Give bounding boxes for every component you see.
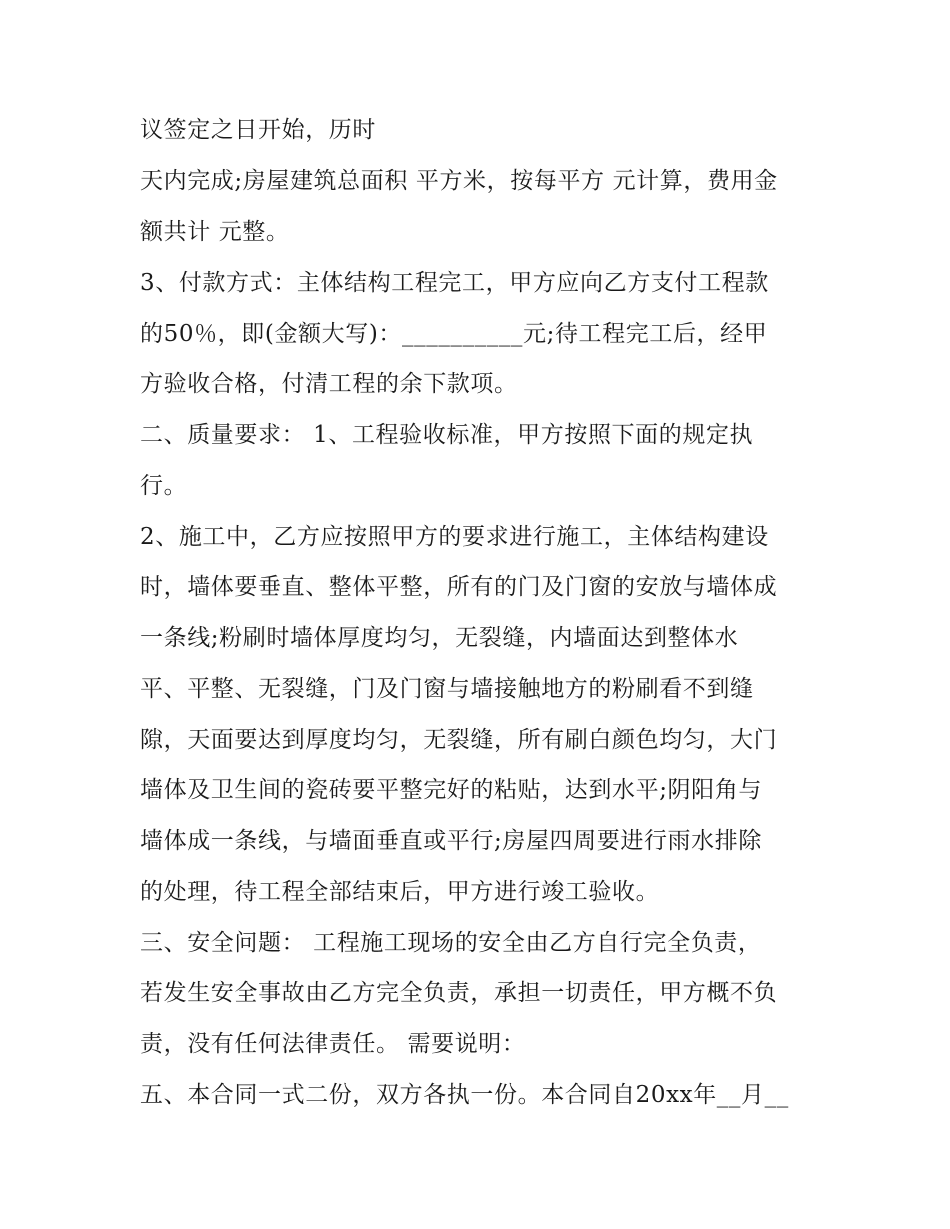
text-line: 三、安全问题： 工程施工现场的安全由乙方自行完全负责， — [140, 930, 762, 956]
text-line: 墙体及卫生间的瓷砖要平整完好的粘贴，达到水平;阴阳角与 — [140, 777, 762, 803]
text-line: 若发生安全事故由乙方完全负责，承担一切责任，甲方概不负 — [140, 980, 778, 1006]
text-line: 责，没有任何法律责任。 需要说明： — [140, 1031, 526, 1057]
text-line: 隙，天面要达到厚度均匀，无裂缝，所有刷白颜色均匀，大门 — [140, 727, 778, 753]
text-line: 3、付款方式：主体结构工程完工，甲方应向乙方支付工程款 — [140, 270, 769, 296]
text-line: 行。 — [140, 473, 188, 499]
text-line: 的处理，待工程全部结束后，甲方进行竣工验收。 — [140, 879, 660, 905]
text-line: 平、平整、无裂缝，门及门窗与墙接触地方的粉刷看不到缝 — [140, 676, 754, 702]
text-line: 天内完成;房屋建筑总面积 平方米，按每平方 元计算，费用金 — [140, 168, 778, 194]
text-line: 二、质量要求： 1、工程验收标准，甲方按照下面的规定执 — [140, 422, 754, 448]
text-line: 一条线;粉刷时墙体厚度均匀，无裂缝，内墙面达到整体水 — [140, 625, 739, 651]
text-line: 五、本合同一式二份，双方各执一份。本合同自20xx年__月__ — [140, 1082, 789, 1108]
text-line: 的50％，即(金额大写)：__________元;待工程完工后，经甲 — [140, 321, 768, 347]
text-line: 时，墙体要垂直、整体平整，所有的门及门窗的安放与墙体成 — [140, 574, 778, 600]
text-line: 额共计 元整。 — [140, 219, 290, 245]
text-line: 议签定之日开始，历时 — [140, 117, 376, 143]
text-line: 方验收合格，付清工程的余下款项。 — [140, 371, 518, 397]
text-line: 墙体成一条线，与墙面垂直或平行;房屋四周要进行雨水排除 — [140, 828, 762, 854]
text-line: 2、施工中，乙方应按照甲方的要求进行施工，主体结构建设 — [140, 524, 769, 550]
